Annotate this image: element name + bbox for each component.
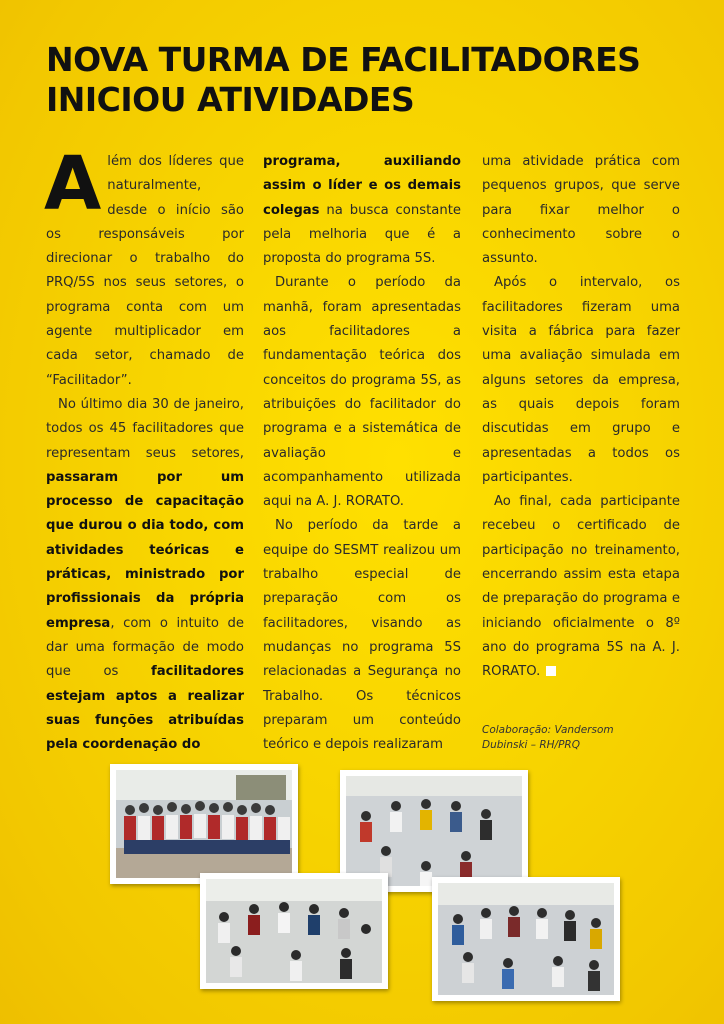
paragraph-2-bold-b: passaram por um processo de capacitação que durou o dia todo, com atividades teóricas e práticas, ministrado por profissionais da própria empresa bbox=[46, 469, 244, 631]
group-photo-icon bbox=[116, 770, 292, 878]
paragraph-4: No período da tarde a equipe do SESMT realizou um trabalho especial de preparação com os facilitadores, visando as mudanças no programa 5S relacionadas a Segurança no Trabalho. Os técnicos preparam um conteúdo teórico e depois realizaram bbox=[263, 518, 461, 753]
training-room-photo-icon bbox=[438, 883, 614, 995]
credit-line-2: Dubinski – RH/PRQ bbox=[482, 739, 580, 751]
drop-cap: A bbox=[44, 141, 102, 227]
paragraph-5: Após o intervalo, os facilitadores fizeram uma visita a fábrica para fazer uma avaliação simulada em alguns setores da empresa, as quais depois foram discutidas em grupo e apresentadas a todos os participantes. bbox=[482, 275, 680, 485]
paragraph-2-text-c: , com o intuito de dar uma formação de modo que os bbox=[46, 615, 244, 680]
end-mark-icon bbox=[546, 666, 556, 676]
classroom-photo-icon bbox=[206, 879, 382, 983]
paragraph-2-text-f: na busca constante pela melhoria que é a proposta do programa 5S. bbox=[263, 202, 461, 267]
paragraph-2-continued bbox=[263, 150, 461, 271]
article-title bbox=[46, 40, 696, 120]
paragraph-6-text: Ao final, cada participante recebeu o certificado de participação no treinamento, encerrando assim esta etapa de preparação do programa e iniciando oficialmente o 8º ano do programa 5S na A. J. RORATO. bbox=[482, 494, 680, 680]
article-column-2 bbox=[263, 150, 461, 757]
paragraph-1 bbox=[44, 141, 244, 393]
title-line-1: NOVA TURMA DE FACILITADORES bbox=[46, 40, 641, 79]
article-column-1 bbox=[44, 141, 244, 757]
paragraph-2-bold-d: facilitadores estejam aptos a realizar suas funções atribuídas pela coordenação do bbox=[46, 664, 244, 753]
title-line-2: INICIOU ATIVIDADES bbox=[46, 80, 415, 119]
photo-training-room bbox=[432, 877, 620, 1001]
paragraph-2-bold-e: programa, auxiliando assim o líder e os demais colegas bbox=[263, 154, 461, 218]
photo-group-certificates bbox=[110, 764, 298, 884]
discussion-photo-icon bbox=[346, 776, 522, 886]
article-column-3 bbox=[482, 150, 680, 685]
paragraph-2-text-a: No último dia 30 de janeiro, todos os 45 facilitadores que representam seus setores, bbox=[46, 396, 244, 461]
paragraph-1-text: lém dos líderes que naturalmente, desde o início são os responsáveis por direcionar o trabalho do PRQ/5S nos seus setores, o programa conta com um agente multiplicador em cada setor, chamado de “Facilitador”. bbox=[46, 154, 244, 388]
paragraph-2 bbox=[46, 393, 244, 757]
paragraph-6 bbox=[482, 490, 680, 684]
paragraph-3: Durante o período da manhã, foram apresentadas aos facilitadores a fundamentação teórica dos conceitos do programa 5S, as atribuições do facilitador do programa e a sistemática de avaliação e acompanhamento utilizada aqui na A. J. RORATO. bbox=[263, 275, 461, 510]
credit bbox=[482, 723, 682, 753]
paragraph-4-continued: uma atividade prática com pequenos grupos, que serve para fixar melhor o conhecimento sobre o assunto. bbox=[482, 154, 680, 267]
photo-classroom-circle bbox=[200, 873, 388, 989]
credit-line-1: Colaboração: Vandersom bbox=[482, 724, 614, 736]
